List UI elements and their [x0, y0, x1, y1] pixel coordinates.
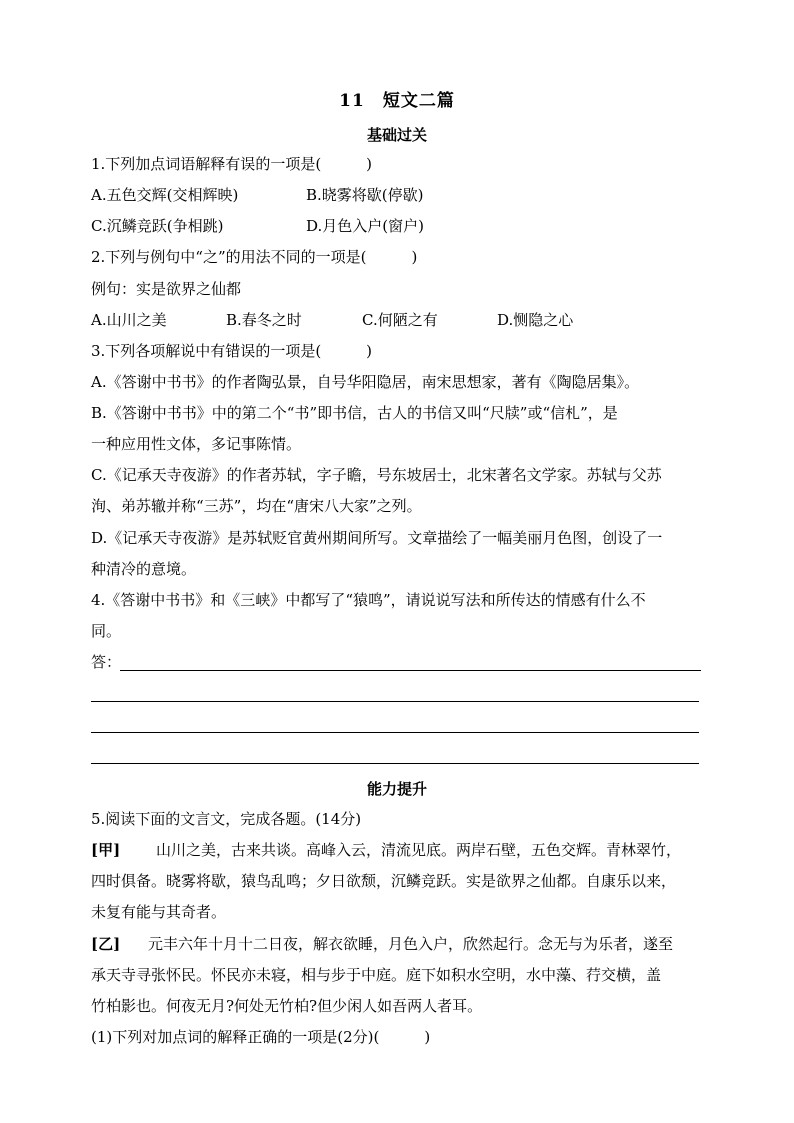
q2-example: 例句：实是欲界之仙都: [91, 280, 242, 298]
passage-yi-line3: 竹柏影也。何夜无月?何处无竹柏?但少闲人如吾两人者耳。: [91, 997, 483, 1015]
page-title: 11 短文二篇: [339, 91, 455, 111]
passage-yi-label: [乙]: [91, 935, 121, 953]
passage-jia-label: [甲]: [91, 841, 121, 859]
passage-jia-line1: 山川之美，古来共谈。高峰入云，清流见底。两岸石壁，五色交辉。青林翠竹，: [156, 841, 682, 859]
q3-option-c-line1: C.《记承天寺夜游》的作者苏轼，字子瞻，号东坡居士，北宋著名文学家。苏轼与父苏: [91, 466, 662, 484]
q1-stem: 1.下列加点词语解释有误的一项是( ): [91, 155, 373, 173]
q3-option-b-line2: 一种应用性文体，多记事陈情。: [91, 435, 302, 453]
q3-option-b-line1: B.《答谢中书书》中的第二个“书”即书信，古人的书信又叫“尺牍”或“信札”，是: [91, 404, 618, 422]
q1-option-b: B.晓雾将歇(停歇): [306, 186, 424, 204]
answer-line[interactable]: [120, 670, 701, 671]
q3-option-d-line2: 种清冷的意境。: [91, 560, 197, 578]
section-heading-basic: 基础过关: [366, 126, 427, 144]
answer-line[interactable]: [91, 732, 699, 733]
q3-option-c-line2: 洵、弟苏辙并称“三苏”，均在“唐宋八大家”之列。: [91, 497, 422, 515]
passage-yi-line1: 元丰六年十月十二日夜，解衣欲睡，月色入户，欣然起行。念无与为乐者，遂至: [148, 935, 674, 953]
q4-stem-line1: 4.《答谢中书书》和《三峡》中都写了“猿鸣”，请说说写法和所传达的情感有什么不: [91, 591, 646, 609]
q4-stem-line2: 同。: [91, 622, 122, 640]
passage-jia-line3: 未复有能与其奇者。: [91, 903, 227, 921]
answer-line[interactable]: [91, 763, 699, 764]
q3-option-d-line1: D.《记承天寺夜游》是苏轼贬官黄州期间所写。文章描绘了一幅美丽月色图，创设了一: [91, 529, 663, 547]
passage-yi-line2: 承天寺寻张怀民。怀民亦未寝，相与步于中庭。庭下如积水空明，水中藻、荇交横，盖: [91, 966, 662, 984]
q1-option-c: C.沉鳞竞跃(争相跳): [91, 217, 224, 235]
answer-line[interactable]: [91, 701, 699, 702]
q1-option-a: A.五色交辉(交相辉映): [91, 186, 239, 204]
section-heading-advanced: 能力提升: [366, 780, 427, 798]
q3-option-a: A.《答谢中书书》的作者陶弘景，自号华阳隐居，南宋思想家，著有《陶隐居集》。: [91, 373, 640, 391]
q4-answer-label: 答：: [91, 653, 122, 671]
q1-option-d: D.月色入户(窗户): [306, 217, 424, 235]
q2-option-b: B.春冬之时: [226, 311, 302, 329]
q2-stem: 2.下列与例句中“之”的用法不同的一项是( ): [91, 248, 418, 266]
q3-stem: 3.下列各项解说中有错误的一项是( ): [91, 342, 373, 360]
q5-stem: 5.阅读下面的文言文，完成各题。(14分): [91, 810, 362, 828]
passage-jia-line2: 四时俱备。晓雾将歇，猿鸟乱鸣；夕日欲颓，沉鳞竞跃。实是欲界之仙都。自康乐以来，: [91, 872, 677, 890]
q2-option-c: C.何陋之有: [362, 311, 438, 329]
q5-subquestion-1: (1)下列对加点词的解释正确的一项是(2分)( ): [91, 1028, 431, 1046]
q2-option-a: A.山川之美: [91, 311, 167, 329]
q2-option-d: D.恻隐之心: [497, 311, 574, 329]
